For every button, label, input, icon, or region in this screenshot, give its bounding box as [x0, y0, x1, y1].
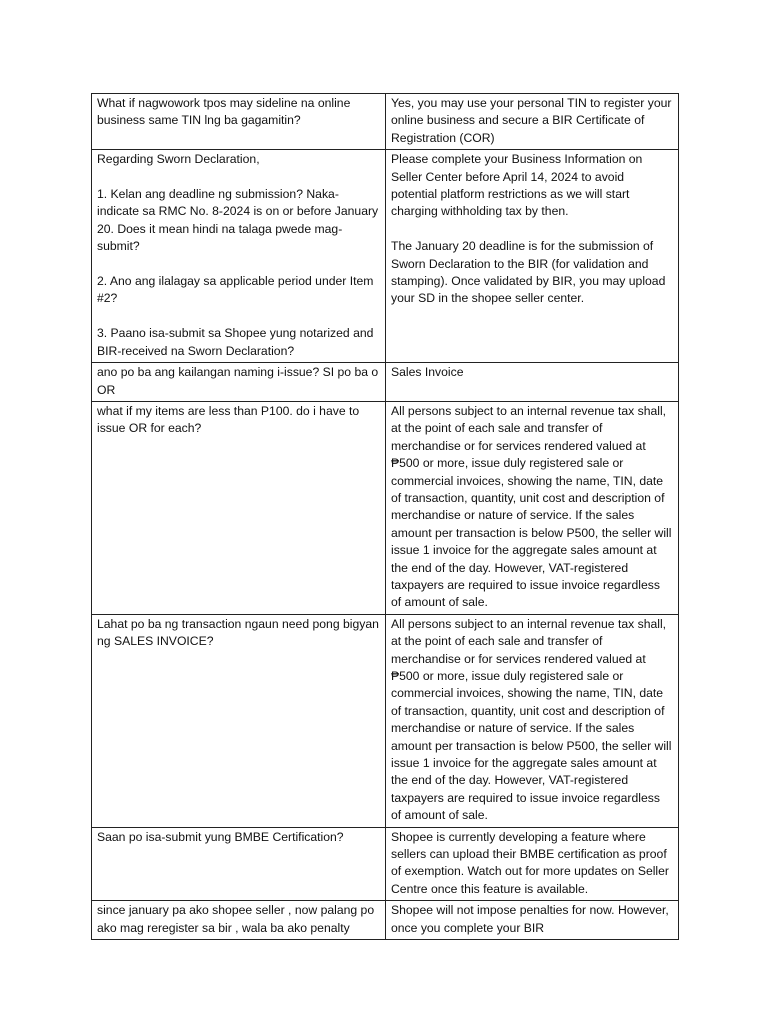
answer-cell: All persons subject to an internal revenue tax shall, at the point of each sale and transfer of merchandise or for services rendered valued at ₱500 or more, issue duly registered sale or commercial invoices, showing the name, TIN, date of transaction, quantity, unit cost and description of merchandise or nature of service. If the sales amount per transaction is below P500, the seller will issue 1 invoice for the aggregate sales amount at the end of the day. However, VAT-registered taxpayers are required to issue invoice regardless of amount of sale.: [386, 614, 679, 827]
faq-table: [91, 93, 679, 940]
table-row: [92, 363, 679, 402]
question-cell: ano po ba ang kailangan naming i-issue? SI po ba o OR: [92, 363, 386, 402]
table-row: [92, 150, 679, 363]
question-cell: Lahat po ba ng transaction ngaun need pong bigyan ng SALES INVOICE?: [92, 614, 386, 827]
table-row: [92, 827, 679, 901]
question-cell: What if nagwowork tpos may sideline na online business same TIN lng ba gagamitin?: [92, 94, 386, 150]
question-cell: since january pa ako shopee seller , now palang po ako mag reregister sa bir , wala ba ako penalty: [92, 901, 386, 940]
table-row: [92, 94, 679, 150]
answer-cell: Yes, you may use your personal TIN to register your online business and secure a BIR Certificate of Registration (COR): [386, 94, 679, 150]
table-row: [92, 901, 679, 940]
answer-cell: Shopee is currently developing a feature where sellers can upload their BMBE certification as proof of exemption. Watch out for more updates on Seller Centre once this feature is available.: [386, 827, 679, 901]
table-row: [92, 614, 679, 827]
answer-cell: All persons subject to an internal revenue tax shall, at the point of each sale and transfer of merchandise or for services rendered valued at ₱500 or more, issue duly registered sale or commercial invoices, showing the name, TIN, date of transaction, quantity, unit cost and description of merchandise or nature of service. If the sales amount per transaction is below P500, the seller will issue 1 invoice for the aggregate sales amount at the end of the day. However, VAT-registered taxpayers are required to issue invoice regardless of amount of sale.: [386, 401, 679, 614]
answer-cell: Shopee will not impose penalties for now. However, once you complete your BIR: [386, 901, 679, 940]
answer-cell: Please complete your Business Information on Seller Center before April 14, 2024 to avoid potential platform restrictions as we will start charging withholding tax by then. The January 20 deadline is for the submission of Sworn Declaration to the BIR (for validation and stamping). Once validated by BIR, you may upload your SD in the shopee seller center.: [386, 150, 679, 363]
answer-cell: Sales Invoice: [386, 363, 679, 402]
question-cell: Regarding Sworn Declaration, 1. Kelan ang deadline ng submission? Naka-indicate sa RMC No. 8-2024 is on or before January 20. Does it mean hindi na talaga pwede mag-submit? 2. Ano ang ilalagay sa applicable period under Item #2? 3. Paano isa-submit sa Shopee yung notarized and BIR-received na Sworn Declaration?: [92, 150, 386, 363]
question-cell: Saan po isa-submit yung BMBE Certification?: [92, 827, 386, 901]
table-row: [92, 401, 679, 614]
question-cell: what if my items are less than P100. do i have to issue OR for each?: [92, 401, 386, 614]
